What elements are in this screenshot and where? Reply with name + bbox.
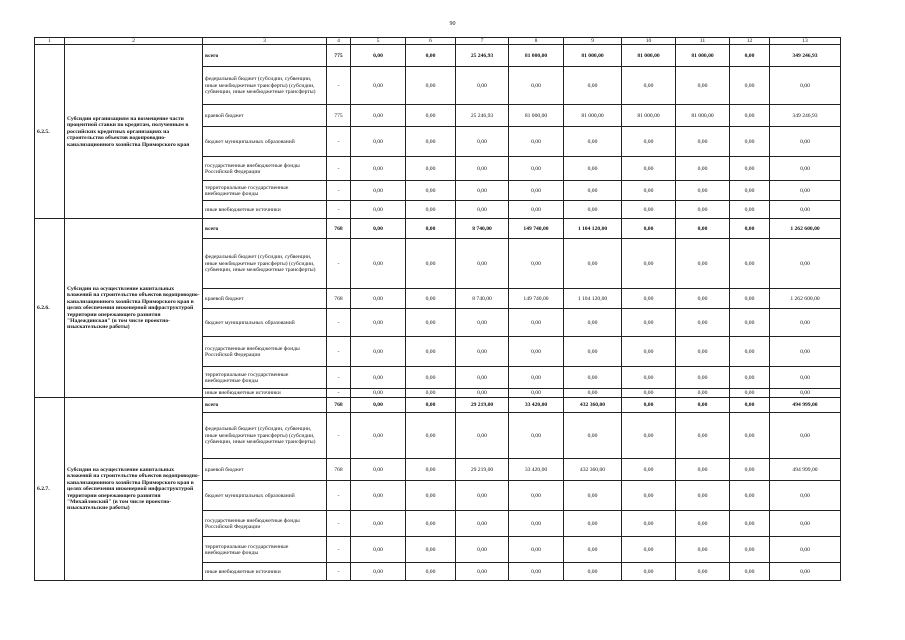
amount-cell: 0,00 xyxy=(730,45,770,67)
amount-cell: 0,00 xyxy=(509,157,564,181)
amount-cell: 0,00 xyxy=(351,459,406,481)
amount-cell: 8 740,00 xyxy=(456,219,509,239)
amount-cell: 0,00 xyxy=(770,67,841,105)
amount-cell: 0,00 xyxy=(622,481,676,511)
amount-cell: 0,00 xyxy=(770,127,841,157)
amount-cell: 0,00 xyxy=(622,459,676,481)
amount-cell: 0,00 xyxy=(564,181,622,201)
funding-source: всего xyxy=(203,219,327,239)
amount-cell: 0,00 xyxy=(351,201,406,219)
amount-cell: 0,00 xyxy=(676,219,730,239)
amount-cell: 432 360,00 xyxy=(564,398,622,413)
funding-source: краевой бюджет xyxy=(203,289,327,309)
amount-cell: 0,00 xyxy=(406,459,456,481)
funding-source: территориальные государственные внебюджетные фонды xyxy=(203,367,327,389)
amount-cell: 0,00 xyxy=(770,181,841,201)
grbs-code: 768 xyxy=(327,289,351,309)
amount-cell: 0,00 xyxy=(676,389,730,398)
amount-cell: 0,00 xyxy=(406,157,456,181)
header-cell: 8 xyxy=(509,38,564,45)
grbs-code: - xyxy=(327,181,351,201)
amount-cell: 0,00 xyxy=(351,367,406,389)
grbs-code: 775 xyxy=(327,105,351,127)
table-row xyxy=(35,45,841,67)
amount-cell: 0,00 xyxy=(564,309,622,337)
funding-source: федеральный бюджет (субсидии, субвенции, иные межбюджетные трансферты) (субсидии, субвенции, иные межбюджетные трансферты) xyxy=(203,67,327,105)
amount-cell: 81 000,00 xyxy=(564,105,622,127)
amount-cell: 0,00 xyxy=(406,127,456,157)
amount-cell: 0,00 xyxy=(730,367,770,389)
amount-cell: 0,00 xyxy=(456,201,509,219)
amount-cell: 0,00 xyxy=(676,157,730,181)
amount-cell: 349 246,93 xyxy=(770,45,841,67)
amount-cell: 0,00 xyxy=(770,389,841,398)
amount-cell: 29 219,00 xyxy=(456,398,509,413)
amount-cell: 0,00 xyxy=(730,563,770,581)
header-cell: 13 xyxy=(770,38,841,45)
header-cell: 3 xyxy=(203,38,327,45)
amount-cell: 0,00 xyxy=(676,563,730,581)
amount-cell: 0,00 xyxy=(509,367,564,389)
funding-source: бюджет муниципальных образований xyxy=(203,127,327,157)
amount-cell: 0,00 xyxy=(406,219,456,239)
amount-cell: 0,00 xyxy=(676,413,730,459)
header-cell: 1 xyxy=(35,38,65,45)
amount-cell: 0,00 xyxy=(770,563,841,581)
amount-cell: 0,00 xyxy=(456,239,509,289)
amount-cell: 1 262 600,00 xyxy=(770,219,841,239)
amount-cell: 0,00 xyxy=(351,563,406,581)
amount-cell: 0,00 xyxy=(770,157,841,181)
amount-cell: 0,00 xyxy=(456,481,509,511)
amount-cell: 494 999,00 xyxy=(770,459,841,481)
amount-cell: 0,00 xyxy=(676,367,730,389)
amount-cell: 0,00 xyxy=(406,67,456,105)
grbs-code: 768 xyxy=(327,219,351,239)
amount-cell: 0,00 xyxy=(730,413,770,459)
grbs-code: 768 xyxy=(327,398,351,413)
funding-source: иные внебюджетные источники xyxy=(203,563,327,581)
amount-cell: 33 420,00 xyxy=(509,398,564,413)
amount-cell: 0,00 xyxy=(622,389,676,398)
amount-cell: 29 219,00 xyxy=(456,459,509,481)
amount-cell: 0,00 xyxy=(730,511,770,537)
amount-cell: 0,00 xyxy=(676,127,730,157)
amount-cell: 0,00 xyxy=(351,481,406,511)
amount-cell: 0,00 xyxy=(676,459,730,481)
amount-cell: 0,00 xyxy=(622,367,676,389)
amount-cell: 0,00 xyxy=(622,398,676,413)
amount-cell: 0,00 xyxy=(564,563,622,581)
amount-cell: 0,00 xyxy=(770,239,841,289)
amount-cell: 0,00 xyxy=(509,181,564,201)
amount-cell: 494 999,00 xyxy=(770,398,841,413)
amount-cell: 0,00 xyxy=(730,309,770,337)
grbs-code: 768 xyxy=(327,459,351,481)
item-name: Субсидии на осуществление капитальных вложений на строительство объектов водопроводно-канализационного хозяйства Приморского края в целях обеспечения инженерной инфраструктурой территории опережающего развития "Надеждинская" (в том числе проектно-изыскательские работы) xyxy=(65,219,203,398)
amount-cell: 149 740,00 xyxy=(509,219,564,239)
amount-cell: 0,00 xyxy=(456,413,509,459)
amount-cell: 0,00 xyxy=(622,337,676,367)
amount-cell: 0,00 xyxy=(730,67,770,105)
funding-source: территориальные государственные внебюджетные фонды xyxy=(203,181,327,201)
amount-cell: 0,00 xyxy=(456,537,509,563)
amount-cell: 0,00 xyxy=(730,157,770,181)
grbs-code: - xyxy=(327,537,351,563)
grbs-code: - xyxy=(327,563,351,581)
amount-cell: 0,00 xyxy=(406,309,456,337)
amount-cell: 0,00 xyxy=(351,413,406,459)
amount-cell: 0,00 xyxy=(730,459,770,481)
amount-cell: 0,00 xyxy=(730,398,770,413)
amount-cell: 0,00 xyxy=(509,127,564,157)
amount-cell: 0,00 xyxy=(509,563,564,581)
amount-cell: 0,00 xyxy=(676,481,730,511)
amount-cell: 0,00 xyxy=(730,537,770,563)
amount-cell: 0,00 xyxy=(676,201,730,219)
amount-cell: 0,00 xyxy=(406,105,456,127)
amount-cell: 0,00 xyxy=(622,157,676,181)
amount-cell: 0,00 xyxy=(351,389,406,398)
amount-cell: 0,00 xyxy=(406,481,456,511)
amount-cell: 0,00 xyxy=(770,201,841,219)
amount-cell: 0,00 xyxy=(406,201,456,219)
amount-cell: 0,00 xyxy=(406,181,456,201)
amount-cell: 0,00 xyxy=(676,239,730,289)
amount-cell: 0,00 xyxy=(509,309,564,337)
item-name: Субсидии на осуществление капитальных вложений на строительство объектов водопроводно-канализационного хозяйства Приморского края в целях обеспечения инженерной инфраструктурой территории опережающего развития "Михайловский" (в том числе проектно-изыскательские работы) xyxy=(65,398,203,581)
table-row xyxy=(35,219,841,239)
amount-cell: 0,00 xyxy=(406,239,456,289)
amount-cell: 0,00 xyxy=(730,239,770,289)
amount-cell: 0,00 xyxy=(509,413,564,459)
amount-cell: 0,00 xyxy=(406,563,456,581)
amount-cell: 0,00 xyxy=(351,511,406,537)
amount-cell: 0,00 xyxy=(622,127,676,157)
amount-cell: 0,00 xyxy=(770,309,841,337)
amount-cell: 1 104 120,00 xyxy=(564,289,622,309)
grbs-code: - xyxy=(327,511,351,537)
amount-cell: 0,00 xyxy=(730,289,770,309)
amount-cell: 0,00 xyxy=(622,413,676,459)
item-name: Субсидии организациям на возмещение части процентной ставки по кредитам, полученным в российских кредитных организациях на строительство объектов водопроводно-канализационного хозяйства Приморского края xyxy=(65,45,203,219)
amount-cell: 0,00 xyxy=(351,45,406,67)
page-number: 90 xyxy=(449,21,456,27)
amount-cell: 0,00 xyxy=(622,219,676,239)
amount-cell: 25 246,93 xyxy=(456,45,509,67)
amount-cell: 0,00 xyxy=(622,537,676,563)
amount-cell: 0,00 xyxy=(770,413,841,459)
amount-cell: 25 246,93 xyxy=(456,105,509,127)
amount-cell: 0,00 xyxy=(564,413,622,459)
amount-cell: 0,00 xyxy=(622,309,676,337)
amount-cell: 0,00 xyxy=(564,157,622,181)
amount-cell: 0,00 xyxy=(406,289,456,309)
item-code: 6.2.5. xyxy=(35,45,65,219)
amount-cell: 0,00 xyxy=(622,289,676,309)
amount-cell: 0,00 xyxy=(351,239,406,289)
amount-cell: 0,00 xyxy=(770,367,841,389)
grbs-code: - xyxy=(327,367,351,389)
amount-cell: 81 000,00 xyxy=(509,105,564,127)
amount-cell: 0,00 xyxy=(406,337,456,367)
amount-cell: 0,00 xyxy=(351,127,406,157)
amount-cell: 0,00 xyxy=(509,337,564,367)
amount-cell: 432 360,00 xyxy=(564,459,622,481)
amount-cell: 1 262 600,00 xyxy=(770,289,841,309)
amount-cell: 0,00 xyxy=(622,67,676,105)
funding-source: краевой бюджет xyxy=(203,459,327,481)
amount-cell: 0,00 xyxy=(456,67,509,105)
amount-cell: 0,00 xyxy=(456,127,509,157)
amount-cell: 0,00 xyxy=(564,201,622,219)
amount-cell: 0,00 xyxy=(406,413,456,459)
amount-cell: 81 000,00 xyxy=(564,45,622,67)
amount-cell: 8 740,00 xyxy=(456,289,509,309)
amount-cell: 0,00 xyxy=(622,511,676,537)
amount-cell: 0,00 xyxy=(564,481,622,511)
amount-cell: 0,00 xyxy=(456,389,509,398)
amount-cell: 0,00 xyxy=(351,181,406,201)
amount-cell: 0,00 xyxy=(406,511,456,537)
amount-cell: 0,00 xyxy=(730,481,770,511)
amount-cell: 81 000,00 xyxy=(509,45,564,67)
amount-cell: 0,00 xyxy=(456,511,509,537)
amount-cell: 0,00 xyxy=(564,367,622,389)
amount-cell: 0,00 xyxy=(509,239,564,289)
amount-cell: 0,00 xyxy=(509,67,564,105)
amount-cell: 0,00 xyxy=(406,537,456,563)
amount-cell: 0,00 xyxy=(351,337,406,367)
amount-cell: 0,00 xyxy=(730,127,770,157)
amount-cell: 0,00 xyxy=(509,511,564,537)
amount-cell: 0,00 xyxy=(406,367,456,389)
funding-source: всего xyxy=(203,398,327,413)
amount-cell: 81 000,00 xyxy=(676,105,730,127)
grbs-code: - xyxy=(327,67,351,105)
amount-cell: 0,00 xyxy=(564,67,622,105)
header-row xyxy=(35,38,841,45)
grbs-code: - xyxy=(327,481,351,511)
funding-source: территориальные государственные внебюджетные фонды xyxy=(203,537,327,563)
amount-cell: 0,00 xyxy=(676,537,730,563)
amount-cell: 0,00 xyxy=(676,67,730,105)
amount-cell: 0,00 xyxy=(564,511,622,537)
amount-cell: 0,00 xyxy=(406,389,456,398)
funding-source: бюджет муниципальных образований xyxy=(203,309,327,337)
amount-cell: 0,00 xyxy=(351,219,406,239)
header-cell: 12 xyxy=(730,38,770,45)
grbs-code: - xyxy=(327,413,351,459)
amount-cell: 0,00 xyxy=(351,105,406,127)
header-cell: 11 xyxy=(676,38,730,45)
amount-cell: 0,00 xyxy=(509,481,564,511)
header-cell: 10 xyxy=(622,38,676,45)
amount-cell: 0,00 xyxy=(676,398,730,413)
amount-cell: 0,00 xyxy=(770,537,841,563)
amount-cell: 0,00 xyxy=(406,45,456,67)
grbs-code: 775 xyxy=(327,45,351,67)
amount-cell: 0,00 xyxy=(351,67,406,105)
header-cell: 5 xyxy=(351,38,406,45)
amount-cell: 0,00 xyxy=(730,337,770,367)
funding-source: всего xyxy=(203,45,327,67)
amount-cell: 0,00 xyxy=(676,309,730,337)
amount-cell: 0,00 xyxy=(564,127,622,157)
grbs-code: - xyxy=(327,309,351,337)
budget-table xyxy=(34,37,841,581)
amount-cell: 33 420,00 xyxy=(509,459,564,481)
amount-cell: 0,00 xyxy=(456,337,509,367)
table-row xyxy=(35,398,841,413)
funding-source: федеральный бюджет (субсидии, субвенции, иные межбюджетные трансферты) (субсидии, субвенции, иные межбюджетные трансферты) xyxy=(203,413,327,459)
grbs-code: - xyxy=(327,127,351,157)
header-cell: 2 xyxy=(65,38,203,45)
amount-cell: 0,00 xyxy=(564,537,622,563)
amount-cell: 0,00 xyxy=(509,389,564,398)
funding-source: иные внебюджетные источники xyxy=(203,201,327,219)
funding-source: государственные внебюджетные фонды Российской Федерации xyxy=(203,337,327,367)
amount-cell: 0,00 xyxy=(564,337,622,367)
grbs-code: - xyxy=(327,157,351,181)
amount-cell: 0,00 xyxy=(456,367,509,389)
amount-cell: 0,00 xyxy=(351,309,406,337)
header-cell: 7 xyxy=(456,38,509,45)
amount-cell: 0,00 xyxy=(730,201,770,219)
header-cell: 6 xyxy=(406,38,456,45)
header-cell: 9 xyxy=(564,38,622,45)
amount-cell: 0,00 xyxy=(456,157,509,181)
amount-cell: 0,00 xyxy=(456,181,509,201)
amount-cell: 0,00 xyxy=(456,309,509,337)
amount-cell: 0,00 xyxy=(622,181,676,201)
funding-source: государственные внебюджетные фонды Российской Федерации xyxy=(203,511,327,537)
funding-source: иные внебюджетные источники xyxy=(203,389,327,398)
amount-cell: 149 740,00 xyxy=(509,289,564,309)
amount-cell: 349 246,93 xyxy=(770,105,841,127)
amount-cell: 0,00 xyxy=(509,537,564,563)
grbs-code: - xyxy=(327,389,351,398)
amount-cell: 0,00 xyxy=(770,511,841,537)
amount-cell: 0,00 xyxy=(622,239,676,289)
funding-source: государственные внебюджетные фонды Российской Федерации xyxy=(203,157,327,181)
header-cell: 4 xyxy=(327,38,351,45)
amount-cell: 0,00 xyxy=(730,389,770,398)
amount-cell: 0,00 xyxy=(351,157,406,181)
amount-cell: 0,00 xyxy=(351,398,406,413)
amount-cell: 0,00 xyxy=(730,105,770,127)
amount-cell: 0,00 xyxy=(456,563,509,581)
amount-cell: 0,00 xyxy=(622,563,676,581)
amount-cell: 1 104 120,00 xyxy=(564,219,622,239)
amount-cell: 0,00 xyxy=(676,181,730,201)
amount-cell: 0,00 xyxy=(676,511,730,537)
grbs-code: - xyxy=(327,201,351,219)
grbs-code: - xyxy=(327,337,351,367)
amount-cell: 0,00 xyxy=(676,337,730,367)
amount-cell: 0,00 xyxy=(622,201,676,219)
grbs-code: - xyxy=(327,239,351,289)
funding-source: краевой бюджет xyxy=(203,105,327,127)
amount-cell: 0,00 xyxy=(564,389,622,398)
amount-cell: 81 000,00 xyxy=(622,105,676,127)
item-code: 6.2.6. xyxy=(35,219,65,398)
amount-cell: 0,00 xyxy=(676,289,730,309)
amount-cell: 0,00 xyxy=(351,289,406,309)
funding-source: бюджет муниципальных образований xyxy=(203,481,327,511)
funding-source: федеральный бюджет (субсидии, субвенции, иные межбюджетные трансферты) (субсидии, субвенции, иные межбюджетные трансферты) xyxy=(203,239,327,289)
amount-cell: 0,00 xyxy=(730,181,770,201)
amount-cell: 0,00 xyxy=(564,239,622,289)
amount-cell: 0,00 xyxy=(730,219,770,239)
amount-cell: 0,00 xyxy=(351,537,406,563)
amount-cell: 81 000,00 xyxy=(676,45,730,67)
amount-cell: 0,00 xyxy=(509,201,564,219)
amount-cell: 0,00 xyxy=(770,481,841,511)
amount-cell: 0,00 xyxy=(770,337,841,367)
amount-cell: 0,00 xyxy=(406,398,456,413)
item-code: 6.2.7. xyxy=(35,398,65,581)
amount-cell: 81 000,00 xyxy=(622,45,676,67)
